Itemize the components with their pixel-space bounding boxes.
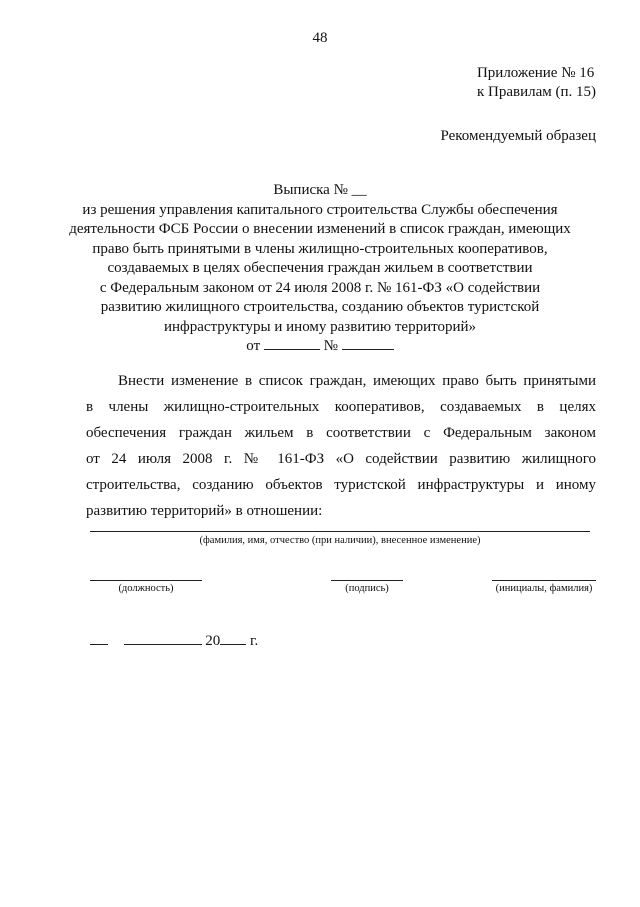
year-suffix: г.: [250, 633, 259, 649]
number-label: №: [323, 338, 338, 354]
name-change-blank-line: [90, 531, 590, 532]
body-line-4: от 24 июля 2008 г. № 161-ФЗ «О содействии развитию жилищного: [86, 451, 596, 467]
appendix-reference: [477, 64, 596, 102]
title-line-6: с Федеральным законом от 24 июля 2008 г. № 161-ФЗ «О содействии: [99, 279, 541, 296]
title-line-2: из решения управления капитального строительства Службы обеспечения: [82, 201, 558, 218]
signature-caption: (подпись): [345, 583, 389, 594]
appendix-number: Приложение № 16: [476, 65, 595, 81]
title-line-8: инфраструктуры и иному развитию территорий»: [163, 318, 477, 335]
position-caption: (должность): [118, 583, 174, 594]
year-prefix: 20: [205, 633, 221, 649]
position-blank-line: [90, 580, 202, 581]
recommended-sample-label: Рекомендуемый образец: [440, 128, 596, 144]
body-line-1: Внести изменение в список граждан, имеющих право быть принятыми: [118, 373, 596, 389]
signature-blank-line: [331, 580, 403, 581]
rules-reference: к Правилам (п. 15): [476, 84, 596, 100]
body-line-6: развитию территорий» в отношении:: [86, 503, 323, 519]
body-line-5: строительства, созданию объектов туристской инфраструктуры и иному: [86, 477, 596, 493]
year-blank: [220, 632, 246, 645]
day-blank: [90, 632, 108, 645]
title-line-3: деятельности ФСБ России о внесении изменений в список граждан, имеющих: [69, 221, 571, 237]
initials-caption: (инициалы, фамилия): [495, 583, 593, 594]
body-line-3: обеспечения граждан жильем в соответствии с Федеральным законом: [86, 425, 596, 441]
page-number: 48: [312, 30, 328, 46]
initials-blank-line: [492, 580, 596, 581]
title-line-5: создаваемых в целях обеспечения граждан жильем в соответствии: [107, 260, 533, 276]
body-line-2: в члены жилищно-строительных кооперативов, создаваемых в целях: [86, 399, 596, 415]
title-line-7: развитию жилищного строительства, созданию объектов туристской: [100, 299, 540, 315]
title-date-number-line: [60, 337, 580, 357]
date-blank: [264, 337, 320, 350]
title-line-1: Выписка № __: [273, 182, 367, 198]
title-line-4: право быть принятыми в члены жилищно-строительных кооперативов,: [92, 240, 548, 257]
date-line: [90, 632, 258, 650]
document-title: [60, 181, 580, 357]
month-blank: [124, 632, 202, 645]
number-blank: [342, 337, 394, 350]
from-label: от: [246, 338, 261, 354]
name-change-caption: (фамилия, имя, отчество (при наличии), внесенное изменение): [199, 535, 481, 546]
body-paragraph: [86, 368, 596, 524]
